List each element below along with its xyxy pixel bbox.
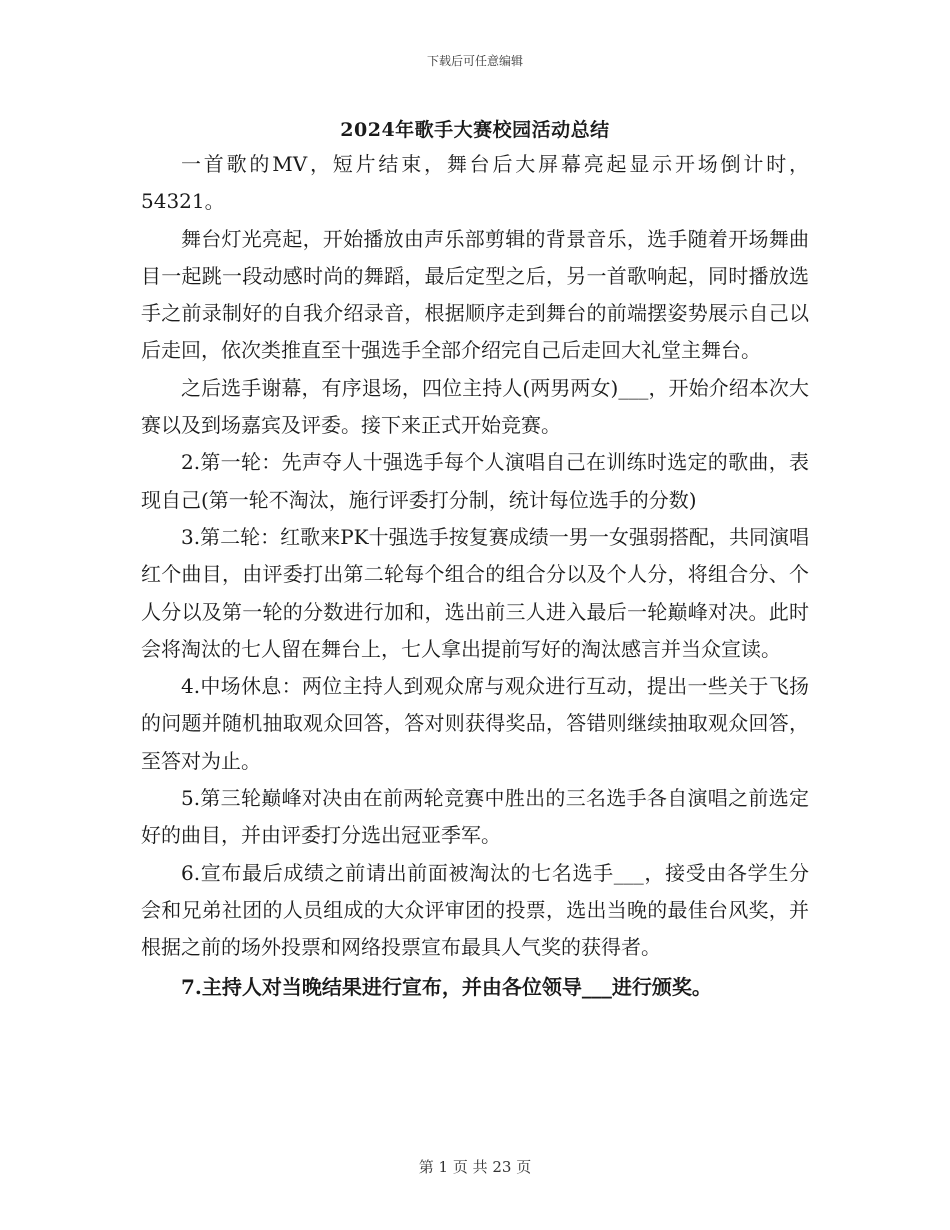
document-title: 2024年歌手大赛校园活动总结 (340, 119, 610, 141)
paragraph-results-vote: 6.宣布最后成绩之前请出前面被淘汰的七名选手___，接受由各学生分会和兄弟社团的人员组成的大众评审团的投票，选出当晚的最佳台风奖，并根据之前的场外投票和网络投票宣布最具人气奖的获得者。 (141, 860, 809, 960)
document-body (141, 146, 809, 1006)
paragraph-hosts: 之后选手谢幕，有序退场，四位主持人(两男两女)___，开始介绍本次大赛以及到场嘉宾及评委。接下来正式开始竞赛。 (141, 375, 809, 438)
paragraph-intermission: 4.中场休息：两位主持人到观众席与观众进行互动，提出一些关于飞扬的问题并随机抽取观众回答，答对则获得奖品，答错则继续抽取观众回答，至答对为止。 (141, 674, 809, 773)
paragraph-opening: 一首歌的MV，短片结束，舞台后大屏幕亮起显示开场倒计时，54321。 (141, 152, 809, 214)
paragraph-stage-intro: 舞台灯光亮起，开始播放由声乐部剪辑的背景音乐，选手随着开场舞曲目一起跳一段动感时尚的舞蹈，最后定型之后，另一首歌响起，同时播放选手之前录制好的自我介绍录音，根据顺序走到舞台的前端摆姿势展示自己以后走回，依次类推直至十强选手全部介绍完自己后走回大礼堂主舞台。 (141, 226, 809, 363)
paragraph-round-two: 3.第二轮：红歌来PK十强选手按复赛成绩一男一女强弱搭配，共同演唱红个曲目，由评委打出第二轮每个组合的组合分以及个人分，将组合分、个人分以及第一轮的分数进行加和，选出前三人进入最后一轮巅峰对决。此时会将淘汰的七人留在舞台上，七人拿出提前写好的淘汰感言并当众宣读。 (141, 524, 809, 661)
paragraph-awards: 7.主持人对当晚结果进行宣布，并由各位领导___进行颁奖。 (181, 974, 712, 999)
page-footer: 第 1 页 共 23 页 (418, 1158, 532, 1176)
paragraph-round-three: 5.第三轮巅峰对决由在前两轮竞赛中胜出的三名选手各自演唱之前选定好的曲目，并由评委打分选出冠亚季军。 (141, 786, 809, 848)
header-note: 下载后可任意编辑 (426, 54, 523, 68)
paragraph-round-one: 2.第一轮：先声夺人十强选手每个人演唱自己在训练时选定的歌曲，表现自己(第一轮不淘汰，施行评委打分制，统计每位选手的分数) (141, 450, 809, 512)
